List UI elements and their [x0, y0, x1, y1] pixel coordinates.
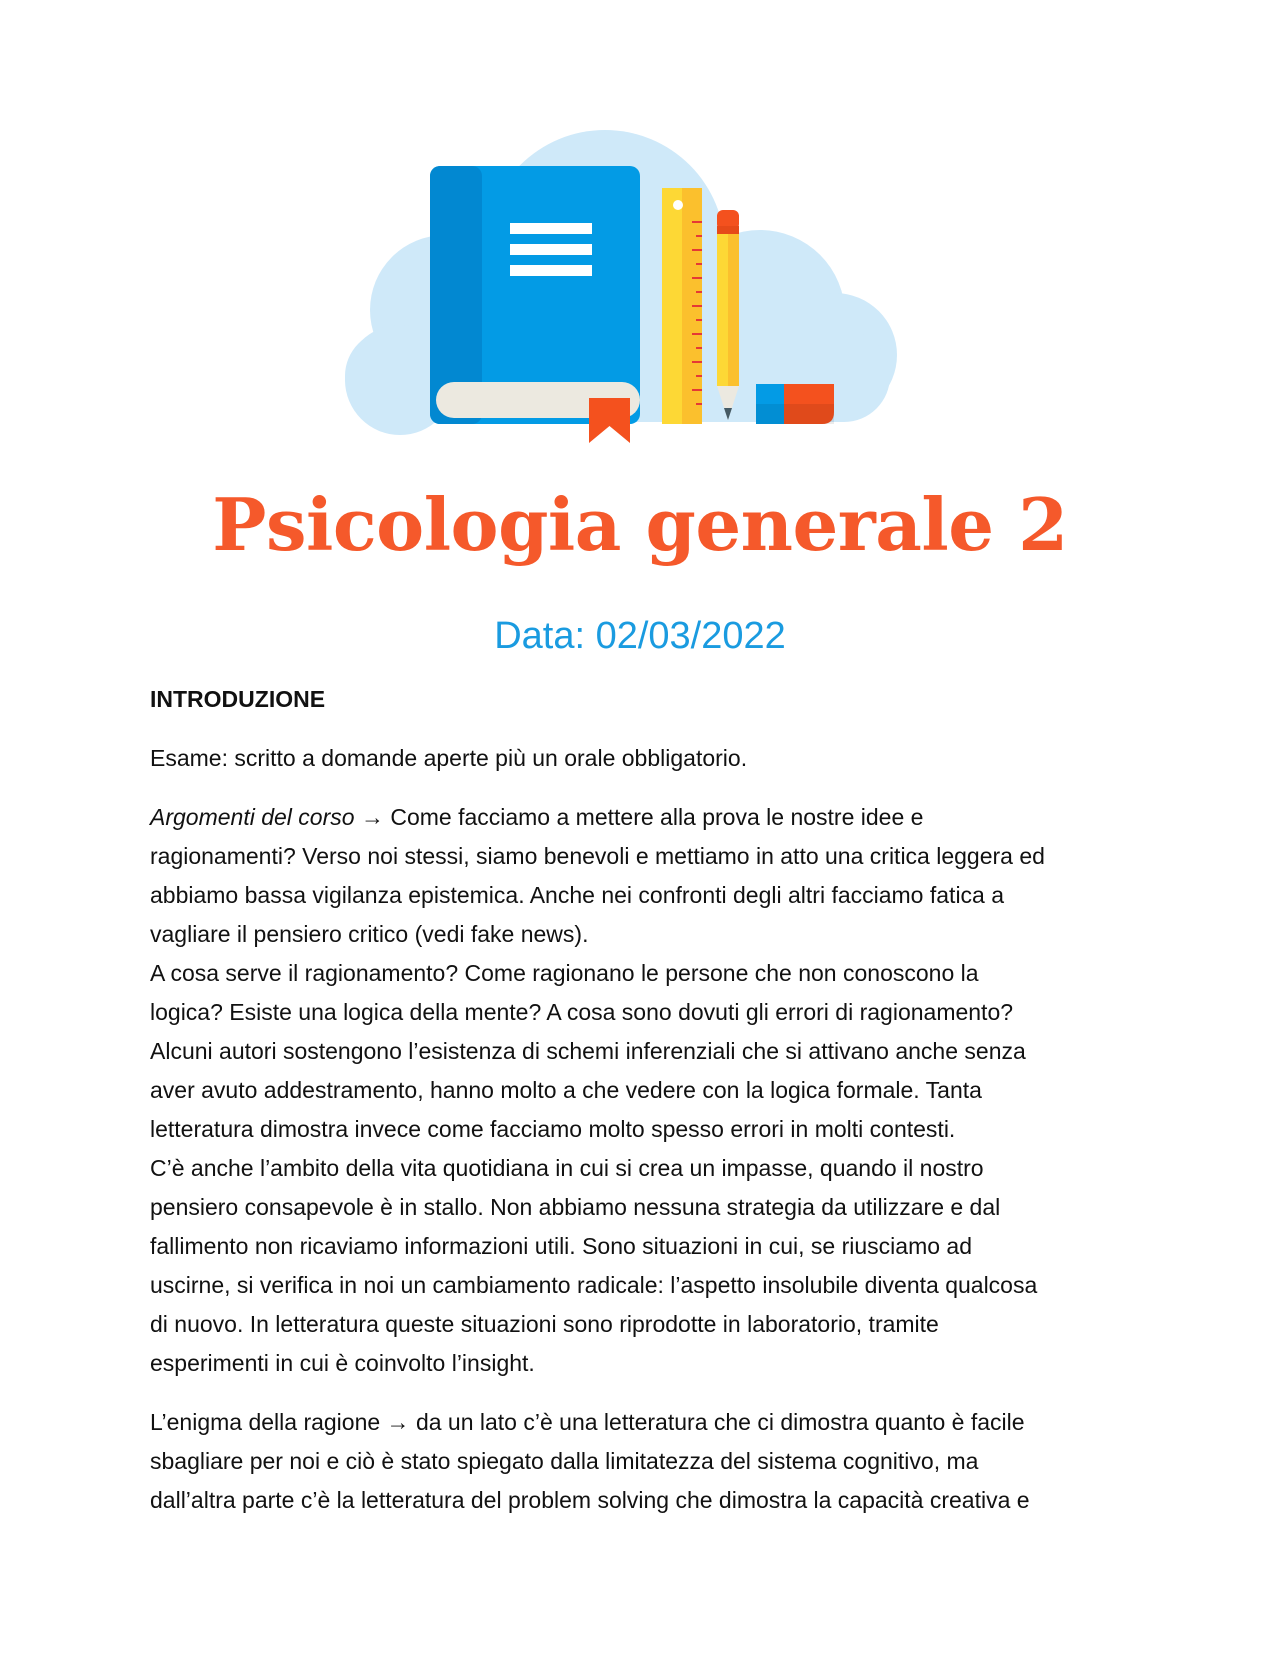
topics-line: letteratura dimostra invece come facciamo molto spesso errori in molti contesti.	[150, 1116, 956, 1142]
topics-line: pensiero consapevole è in stallo. Non abbiamo nessuna strategia da utilizzare e dal	[150, 1194, 1001, 1220]
book-icon	[430, 166, 640, 443]
exam-paragraph	[150, 739, 1150, 778]
topics-line-0	[150, 798, 1150, 837]
book-stationery-icon	[340, 130, 940, 470]
bookmark-icon	[589, 398, 630, 443]
topics-label: Argomenti del corso	[150, 804, 355, 830]
document-body	[150, 680, 1150, 1520]
enigma-line: dall’altra parte c’è la letteratura del problem solving che dimostra la capacità creativa e	[150, 1487, 1030, 1513]
topics-line: fallimento non ricaviamo informazioni utili. Sono situazioni in cui, se riusciamo ad	[150, 1233, 972, 1259]
topics-line: esperimenti in cui è coinvolto l’insight.	[150, 1350, 535, 1376]
enigma-line: L’enigma della ragione → da un lato c’è una letteratura che ci dimostra quanto è facile	[150, 1409, 1025, 1435]
topics-paragraph	[150, 798, 1150, 1383]
topics-line: C’è anche l’ambito della vita quotidiana in cui si crea un impasse, quando il nostro	[150, 1155, 984, 1181]
topics-line: ragionamenti? Verso noi stessi, siamo benevoli e mettiamo in atto una critica leggera ed	[150, 843, 1045, 869]
pencil-icon	[717, 210, 739, 420]
topics-line: uscirne, si verifica in noi un cambiamento radicale: l’aspetto insolubile diventa qualcosa	[150, 1272, 1038, 1298]
topics-line: aver avuto addestramento, hanno molto a che vedere con la logica formale. Tanta	[150, 1077, 982, 1103]
exam-line: Esame: scritto a domande aperte più un orale obbligatorio.	[150, 745, 748, 771]
eraser-icon	[756, 384, 834, 424]
hero-illustration	[340, 130, 940, 470]
topics-line-0-text: Come facciamo a mettere alla prova le nostre idee e	[383, 804, 924, 830]
document-title: Psicologia generale 2	[212, 482, 1068, 567]
ruler-icon	[662, 188, 702, 424]
topics-line: vagliare il pensiero critico (vedi fake news).	[150, 921, 589, 947]
enigma-line: sbagliare per noi e ciò è stato spiegato dalla limitatezza del sistema cognitivo, ma	[150, 1448, 979, 1474]
topics-line: logica? Esiste una logica della mente? A cosa sono dovuti gli errori di ragionamento?	[150, 999, 1014, 1025]
document-date: Data: 02/03/2022	[494, 615, 786, 657]
arrow-icon: →	[360, 804, 384, 830]
enigma-paragraph	[150, 1403, 1150, 1520]
topics-line: A cosa serve il ragionamento? Come ragionano le persone che non conoscono la	[150, 960, 979, 986]
topics-line: abbiamo bassa vigilanza epistemica. Anche nei confronti degli altri facciamo fatica a	[150, 882, 1005, 908]
section-heading: INTRODUZIONE	[150, 686, 326, 712]
topics-line: di nuovo. In letteratura queste situazioni sono riprodotte in laboratorio, tramite	[150, 1311, 939, 1337]
topics-line: Alcuni autori sostengono l’esistenza di schemi inferenziali che si attivano anche senza	[150, 1038, 1026, 1064]
